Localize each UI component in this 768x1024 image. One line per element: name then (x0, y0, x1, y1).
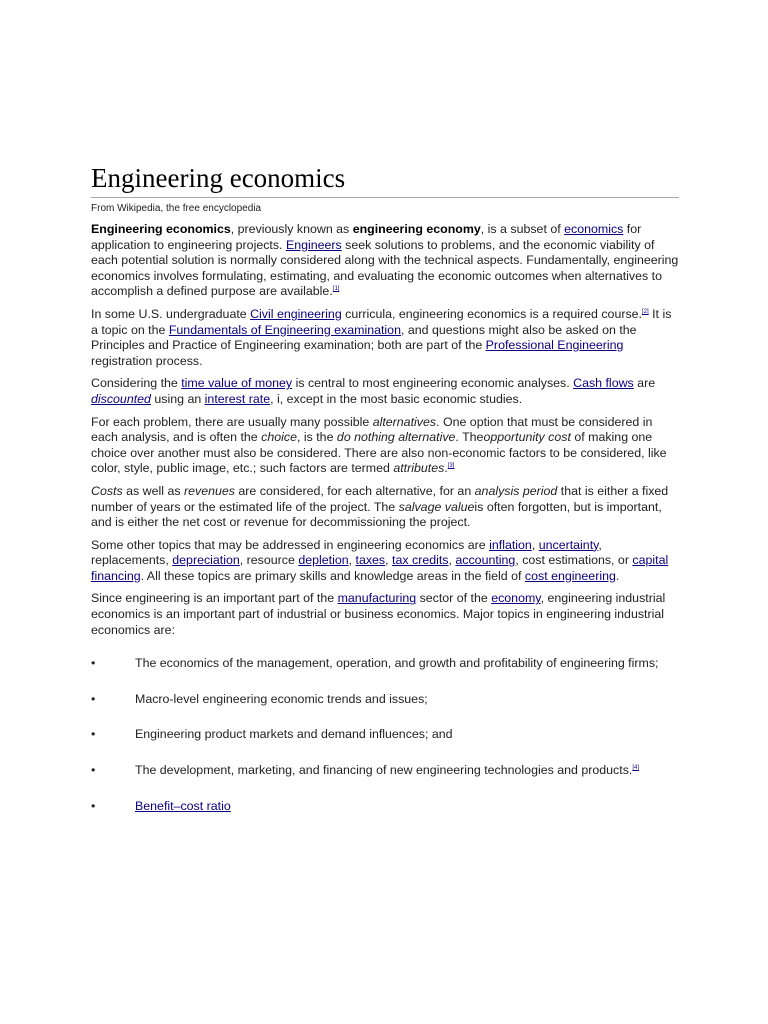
list-item: • Macro-level engineering economic trends and issues; (91, 691, 428, 706)
link-manufacturing[interactable]: manufacturing (337, 591, 417, 606)
bullet-icon: • (91, 656, 96, 671)
article-subtitle: From Wikipedia, the free encyclopedia (91, 203, 262, 214)
link-uncertainty[interactable]: uncertainty (538, 537, 599, 552)
list-item: • The economics of the management, operation, and growth and profitability of engineering firms; (91, 656, 659, 671)
list-item: • The development, marketing, and financing of new engineering technologies and products.[4] (91, 763, 639, 778)
link-taxes[interactable]: taxes (355, 553, 386, 568)
link-benefit-cost-ratio[interactable]: Benefit–cost ratio (135, 798, 231, 813)
link-economy[interactable]: economy (491, 591, 541, 606)
link-accounting[interactable]: accounting (455, 553, 516, 568)
link-engineers[interactable]: Engineers (285, 237, 342, 252)
bullet-icon: • (91, 691, 96, 706)
link-cash-flows[interactable]: Cash flows (573, 376, 634, 391)
paragraph-alternatives: For each problem, there are usually many possible alternatives. One option that must be considered in each analysis, and is often the choice, is the do nothing alternative. Theopportunity cost of making one choice over another must also be considered. There are also non-economic factors to be considered, like color, style, public image, etc.; such factors are termed attributes.[3] (91, 414, 667, 476)
link-tax-credits[interactable]: tax credits (392, 553, 449, 568)
link-interest-rate[interactable]: interest rate (204, 391, 271, 406)
article-body (91, 160, 679, 834)
list-item (91, 799, 679, 815)
reference-link[interactable]: [1] (332, 286, 340, 293)
reference-link[interactable]: [3] (447, 463, 455, 470)
link-discounted[interactable]: discounted (91, 391, 151, 406)
link-inflation[interactable]: inflation (489, 537, 532, 552)
bullet-icon: • (91, 727, 96, 742)
list-item: • Engineering product markets and demand influences; and (91, 727, 453, 742)
paragraph-intro: Engineering economics, previously known as engineering economy, is a subset of economics for application to engineering projects. Engineers seek solutions to problems, and the economic viability of each potential solution is normally considered along with the technical aspects. Fundamentally, engineering economics involves formulating, estimating, and evaluating the economic outcomes when alternatives to accomplish a defined purpose are available.[1] (91, 222, 679, 299)
paragraph-curricula: In some U.S. undergraduate Civil engineering curricula, engineering economics is a required course.[2] It is a topic on the Fundamentals of Engineering examination, and questions might also be asked on the Principles and Practice of Engineering examination; both are part of the Professional Engineering registration process. (91, 306, 672, 368)
link-civil-engineering[interactable]: Civil engineering (250, 306, 342, 321)
bullet-icon: • (91, 763, 96, 778)
link-depreciation[interactable]: depreciation (172, 553, 240, 568)
link-economics[interactable]: economics (564, 222, 624, 236)
reference-link[interactable]: [4] (632, 764, 639, 771)
link-capital-financing[interactable]: capital financing (91, 553, 669, 583)
link-professional-engineering[interactable]: Professional Engineering (485, 338, 624, 353)
paragraph-time-value: Considering the time value of money is central to most engineering economic analyses. Cash flows are discounted using an interest rate, i, except in the most basic economic studies. (91, 376, 656, 406)
paragraph-costs: Costs as well as revenues are considered, for each alternative, for an analysis period that is either a fixed number of years or the estimated life of the project. The salvage valueis often forgotten, but is important, and is either the net cost or revenue for decommissioning the project. (91, 483, 669, 530)
paragraph-other-topics: Some other topics that may be addressed in engineering economics are inflation, uncertainty, replacements, depreciation, resource depletion, taxes, tax credits, accounting, cost estimations, or capital financing. All these topics are primary skills and knowledge areas in the field of cost engineering. (91, 537, 669, 583)
link-fundamentals-exam[interactable]: Fundamentals of Engineering examination (168, 322, 401, 337)
reference-link[interactable]: [2] (642, 308, 649, 315)
page-title: Engineering economics (91, 160, 679, 198)
bullet-icon: • (91, 798, 96, 813)
paragraph-industrial: Since engineering is an important part of the manufacturing sector of the economy, engineering industrial economics is an important part of industrial or business economics. Major topics in engineering industrial economics are: (91, 591, 666, 637)
link-depletion[interactable]: depletion (298, 553, 349, 568)
link-time-value-of-money[interactable]: time value of money (181, 376, 293, 391)
topics-list (91, 656, 679, 814)
link-cost-engineering[interactable]: cost engineering (524, 568, 616, 583)
